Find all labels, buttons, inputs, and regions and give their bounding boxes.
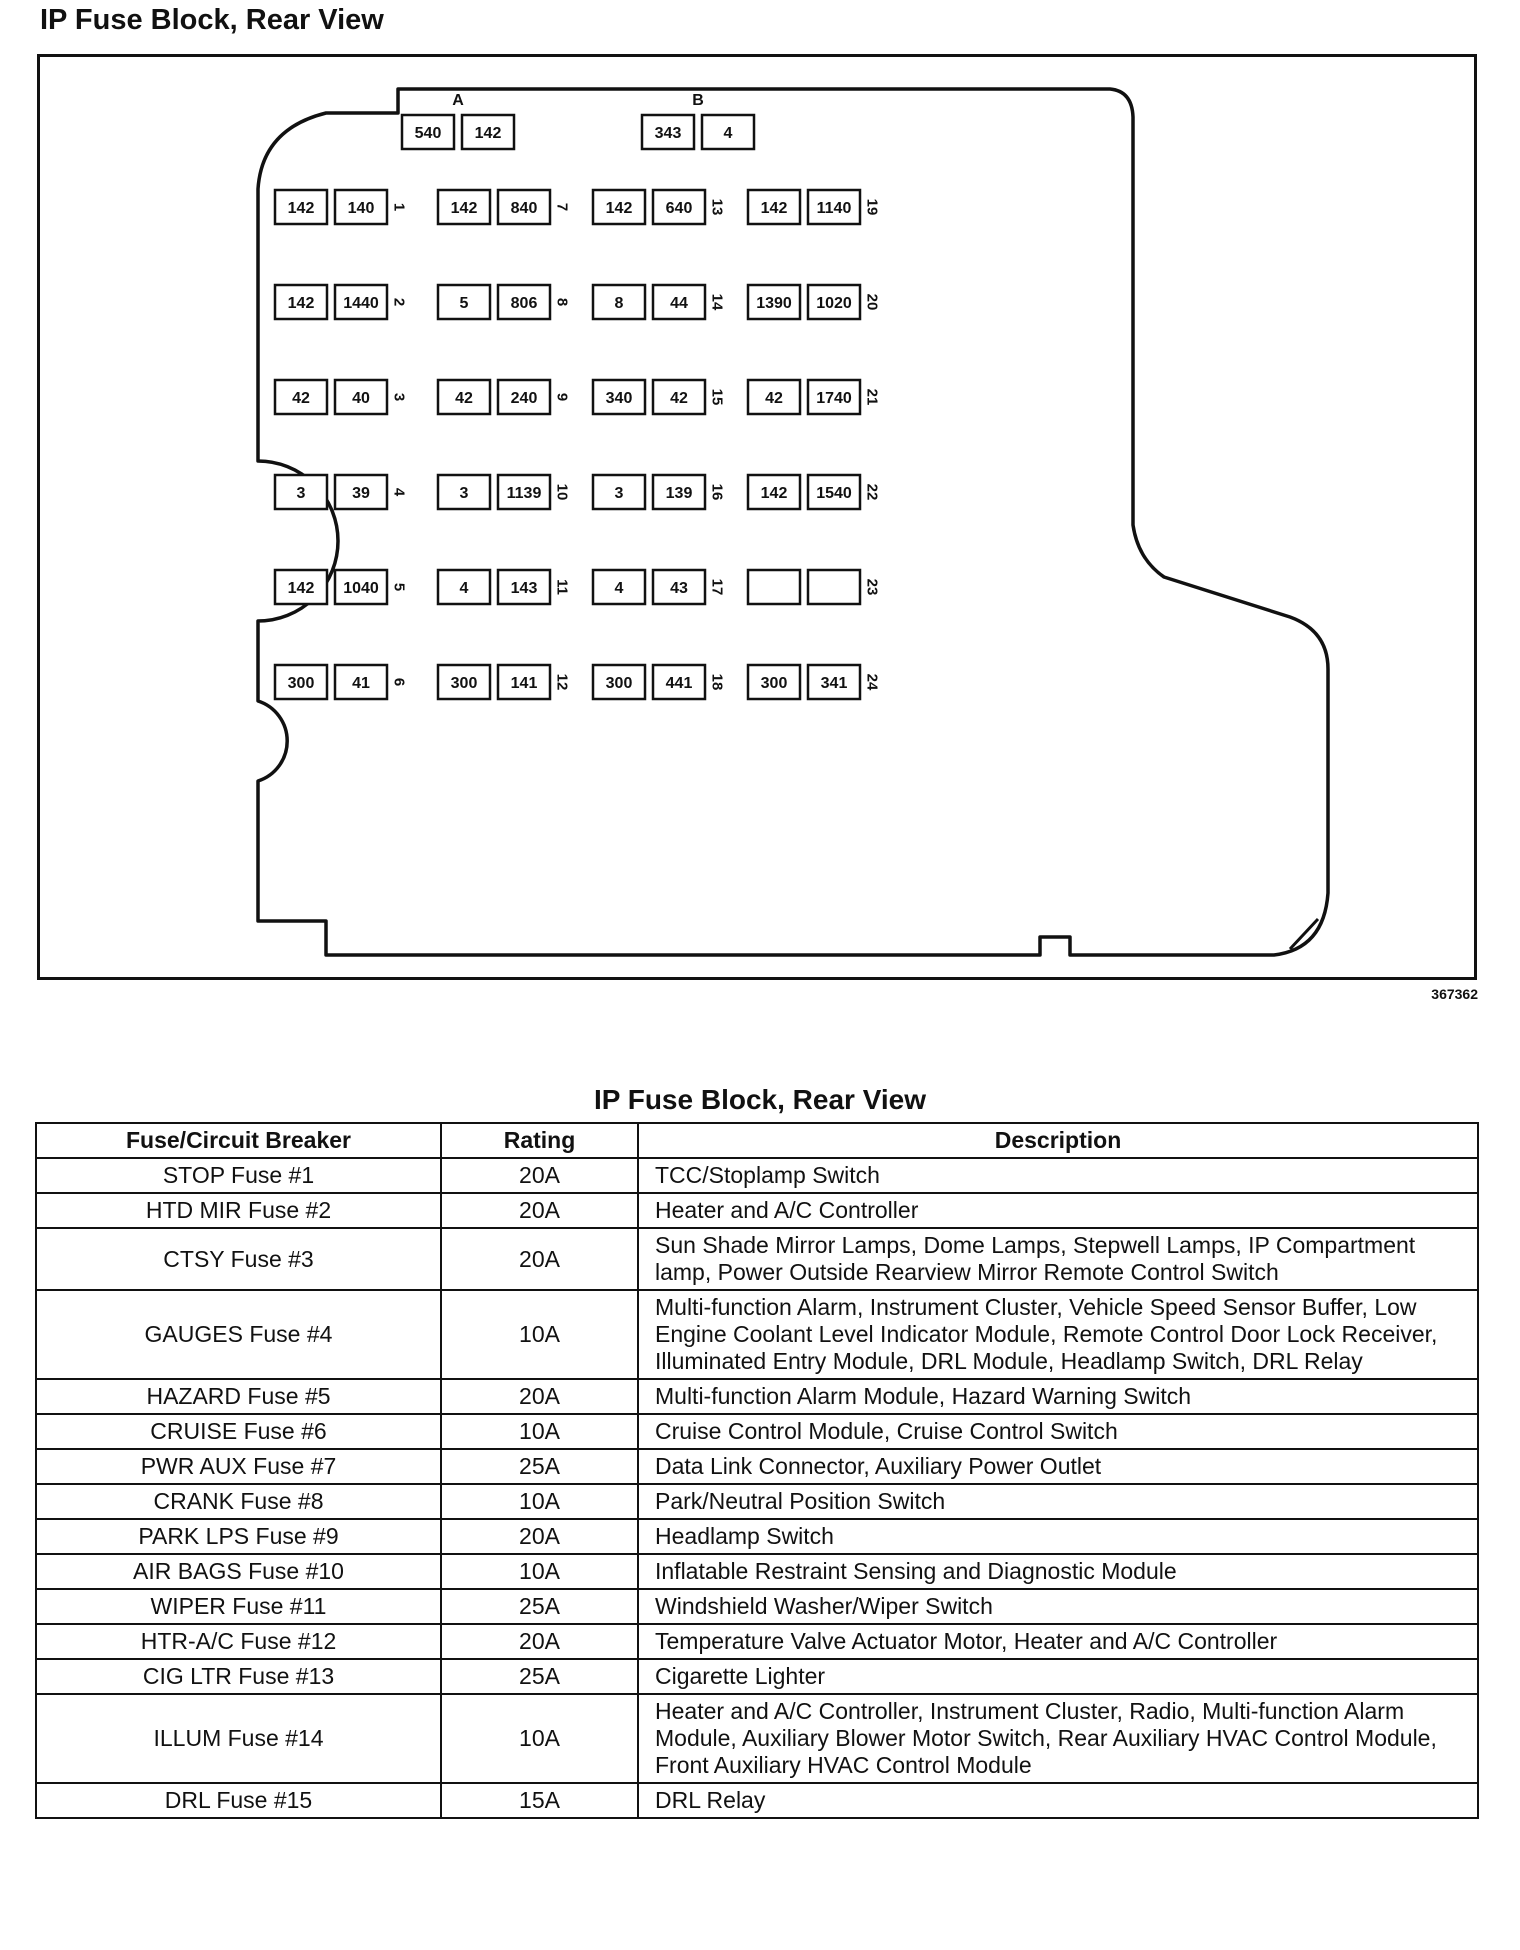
circuit-number: 142 bbox=[287, 200, 315, 217]
circuit-number: 300 bbox=[287, 675, 315, 692]
fuse-rating-cell: 20A bbox=[441, 1519, 638, 1554]
circuit-number: 42 bbox=[765, 390, 783, 407]
table-row bbox=[36, 1659, 1478, 1694]
circuit-number: 142 bbox=[760, 485, 788, 502]
circuit-number: 3 bbox=[614, 485, 624, 502]
circuit-number: 140 bbox=[347, 200, 375, 217]
circuit-number: 142 bbox=[474, 125, 502, 142]
fuse-cavity-16-left bbox=[593, 475, 645, 509]
fuse-cavity-7-left bbox=[438, 190, 490, 224]
fuse-description-cell: DRL Relay bbox=[638, 1783, 1478, 1818]
fuse-number-label: 6 bbox=[390, 677, 408, 687]
fuse-rating-cell: 20A bbox=[441, 1158, 638, 1193]
fuse-number-label: 4 bbox=[390, 487, 408, 497]
fuse-name-cell: HTD MIR Fuse #2 bbox=[36, 1193, 441, 1228]
fuse-number-label: 11 bbox=[553, 579, 571, 595]
fuse-cavity-3-right bbox=[335, 380, 387, 414]
relay-b-left bbox=[642, 115, 694, 149]
fuse-cavity-4-left bbox=[275, 475, 327, 509]
fuse-description-cell: Inflatable Restraint Sensing and Diagnostic Module bbox=[638, 1554, 1478, 1589]
circuit-number: 341 bbox=[820, 675, 848, 692]
circuit-number: 143 bbox=[510, 580, 538, 597]
table-title: IP Fuse Block, Rear View bbox=[593, 1084, 926, 1115]
fuse-cavity-10-right bbox=[498, 475, 550, 509]
circuit-number: 1390 bbox=[756, 295, 792, 312]
circuit-number: 44 bbox=[670, 295, 688, 312]
fuse-name-cell: PARK LPS Fuse #9 bbox=[36, 1519, 441, 1554]
fuse-cavity-5-left bbox=[275, 570, 327, 604]
fuse-cavity-10-left bbox=[438, 475, 490, 509]
fuse-cavity-15-right bbox=[653, 380, 705, 414]
table-row bbox=[36, 1783, 1478, 1818]
fuse-number-label: 2 bbox=[390, 297, 408, 307]
fuse-name-cell: CTSY Fuse #3 bbox=[36, 1228, 441, 1290]
fuse-description-cell: Cruise Control Module, Cruise Control Switch bbox=[638, 1414, 1478, 1449]
fuse-cavity-12-right bbox=[498, 665, 550, 699]
fuse-rating-cell: 10A bbox=[441, 1290, 638, 1379]
figure-number: 367362 bbox=[1431, 986, 1478, 1002]
fuse-cavity-17-left bbox=[593, 570, 645, 604]
circuit-number: 840 bbox=[510, 200, 538, 217]
fuse-number-label: 5 bbox=[390, 582, 408, 592]
fuse-description-cell: Sun Shade Mirror Lamps, Dome Lamps, Stepwell Lamps, IP Compartment lamp, Power Outside Rearview Mirror Remote Control Switch bbox=[638, 1228, 1478, 1290]
fuse-name-cell: CRUISE Fuse #6 bbox=[36, 1414, 441, 1449]
fuse-number-label: 19 bbox=[863, 198, 881, 216]
circuit-number: 540 bbox=[414, 125, 442, 142]
fuse-cavity-16-right bbox=[653, 475, 705, 509]
circuit-number: 139 bbox=[665, 485, 693, 502]
circuit-number: 43 bbox=[670, 580, 688, 597]
fuse-rating-cell: 10A bbox=[441, 1484, 638, 1519]
fuse-number-label: 1 bbox=[390, 202, 408, 212]
fuse-rating-cell: 20A bbox=[441, 1624, 638, 1659]
fuse-number-label: 23 bbox=[863, 578, 881, 596]
circuit-number: 141 bbox=[510, 675, 538, 692]
table-row bbox=[36, 1519, 1478, 1554]
circuit-number: 4 bbox=[723, 125, 733, 142]
fuse-cavity-14-right bbox=[653, 285, 705, 319]
fuse-cavity-22-right bbox=[808, 475, 860, 509]
fuse-cavity-21-left bbox=[748, 380, 800, 414]
fuse-name-cell: DRL Fuse #15 bbox=[36, 1783, 441, 1818]
table-row bbox=[36, 1290, 1478, 1379]
fuse-cavity-19-right bbox=[808, 190, 860, 224]
fuse-cavity-12-left bbox=[438, 665, 490, 699]
circuit-number: 3 bbox=[459, 485, 469, 502]
circuit-number: 640 bbox=[665, 200, 693, 217]
fuse-cavity-9-right bbox=[498, 380, 550, 414]
fuse-rating-cell: 15A bbox=[441, 1783, 638, 1818]
fuse-cavity-19-left bbox=[748, 190, 800, 224]
fuse-number-label: 21 bbox=[863, 388, 881, 406]
fuse-cavity-13-right bbox=[653, 190, 705, 224]
relay-b-label: B bbox=[692, 92, 704, 109]
circuit-number: 42 bbox=[670, 390, 688, 407]
circuit-number: 42 bbox=[455, 390, 473, 407]
circuit-number: 1540 bbox=[816, 485, 852, 502]
relay-a-left bbox=[402, 115, 454, 149]
page-title: IP Fuse Block, Rear View bbox=[40, 4, 384, 36]
relay-a-right bbox=[462, 115, 514, 149]
relay-a-label: A bbox=[452, 92, 464, 109]
fuse-cavity-5-right bbox=[335, 570, 387, 604]
fuse-rating-cell: 20A bbox=[441, 1379, 638, 1414]
fuse-cavity-4-right bbox=[335, 475, 387, 509]
fuse-cavity-1-left bbox=[275, 190, 327, 224]
circuit-number: 240 bbox=[510, 390, 538, 407]
fuse-block-diagram bbox=[37, 54, 1477, 980]
fuse-cavity-9-left bbox=[438, 380, 490, 414]
circuit-number: 1040 bbox=[343, 580, 379, 597]
fuse-name-cell: PWR AUX Fuse #7 bbox=[36, 1449, 441, 1484]
fuse-cavity-20-right bbox=[808, 285, 860, 319]
header-fuse: Fuse/Circuit Breaker bbox=[36, 1123, 441, 1158]
fuse-description-cell: TCC/Stoplamp Switch bbox=[638, 1158, 1478, 1193]
fuse-number-label: 24 bbox=[863, 673, 881, 691]
fuse-cavity-11-right bbox=[498, 570, 550, 604]
fuse-number-label: 22 bbox=[863, 483, 881, 501]
circuit-number: 1020 bbox=[816, 295, 852, 312]
fuse-cavity-20-left bbox=[748, 285, 800, 319]
table-row bbox=[36, 1193, 1478, 1228]
fuse-name-cell: STOP Fuse #1 bbox=[36, 1158, 441, 1193]
fuse-number-label: 18 bbox=[708, 673, 726, 691]
fuse-number-label: 8 bbox=[553, 297, 571, 307]
header-description: Description bbox=[638, 1123, 1478, 1158]
fuse-cavity-18-left bbox=[593, 665, 645, 699]
fuse-name-cell: GAUGES Fuse #4 bbox=[36, 1290, 441, 1379]
fuse-description-cell: Data Link Connector, Auxiliary Power Outlet bbox=[638, 1449, 1478, 1484]
fuse-number-label: 15 bbox=[708, 388, 726, 406]
fuse-cavity-23-right bbox=[808, 570, 860, 604]
fuse-description-cell: Heater and A/C Controller, Instrument Cluster, Radio, Multi-function Alarm Module, Auxiliary Blower Motor Switch, Rear Auxiliary HVAC Control Module, Front Auxiliary HVAC Control Module bbox=[638, 1694, 1478, 1783]
circuit-number: 300 bbox=[450, 675, 478, 692]
table-row bbox=[36, 1554, 1478, 1589]
fuse-number-label: 17 bbox=[708, 578, 726, 596]
circuit-number: 300 bbox=[605, 675, 633, 692]
table-row bbox=[36, 1414, 1478, 1449]
fuse-cavity-8-left bbox=[438, 285, 490, 319]
circuit-number: 42 bbox=[292, 390, 310, 407]
fuse-name-cell: HAZARD Fuse #5 bbox=[36, 1379, 441, 1414]
fuse-rating-cell: 25A bbox=[441, 1449, 638, 1484]
relay-b-right bbox=[702, 115, 754, 149]
fuse-description-cell: Park/Neutral Position Switch bbox=[638, 1484, 1478, 1519]
circuit-number: 142 bbox=[760, 200, 788, 217]
table-row bbox=[36, 1449, 1478, 1484]
table-row bbox=[36, 1589, 1478, 1624]
fuse-name-cell: ILLUM Fuse #14 bbox=[36, 1694, 441, 1783]
fuse-description-cell: Multi-function Alarm Module, Hazard Warning Switch bbox=[638, 1379, 1478, 1414]
fuse-number-label: 10 bbox=[553, 483, 571, 501]
fuse-description-cell: Multi-function Alarm, Instrument Cluster, Vehicle Speed Sensor Buffer, Low Engine Coolant Level Indicator Module, Remote Control Door Lock Receiver, Illuminated Entry Module, DRL Module, Headlamp Switch, DRL Relay bbox=[638, 1290, 1478, 1379]
fuse-number-label: 7 bbox=[553, 202, 571, 212]
fuse-cavity-11-left bbox=[438, 570, 490, 604]
fuse-name-cell: HTR-A/C Fuse #12 bbox=[36, 1624, 441, 1659]
header-rating: Rating bbox=[441, 1123, 638, 1158]
fuse-rating-cell: 10A bbox=[441, 1414, 638, 1449]
circuit-number: 1139 bbox=[506, 485, 542, 502]
fuse-description-cell: Windshield Washer/Wiper Switch bbox=[638, 1589, 1478, 1624]
fuse-number-label: 20 bbox=[863, 293, 881, 311]
fuse-cavity-13-left bbox=[593, 190, 645, 224]
fuse-rating-cell: 10A bbox=[441, 1694, 638, 1783]
circuit-number: 142 bbox=[287, 580, 315, 597]
fuse-rating-cell: 25A bbox=[441, 1589, 638, 1624]
circuit-number: 4 bbox=[459, 580, 469, 597]
fuse-number-label: 12 bbox=[553, 673, 571, 691]
circuit-number: 1440 bbox=[343, 295, 379, 312]
circuit-number: 142 bbox=[605, 200, 633, 217]
fuse-cavity-17-right bbox=[653, 570, 705, 604]
table-row bbox=[36, 1484, 1478, 1519]
circuit-number: 5 bbox=[459, 295, 469, 312]
fuse-block-drawing bbox=[40, 57, 1474, 977]
fuse-description-cell: Temperature Valve Actuator Motor, Heater and A/C Controller bbox=[638, 1624, 1478, 1659]
fuse-number-label: 3 bbox=[390, 392, 408, 402]
table-row bbox=[36, 1379, 1478, 1414]
fuse-cavity-7-right bbox=[498, 190, 550, 224]
circuit-number: 39 bbox=[352, 485, 370, 502]
circuit-number: 340 bbox=[605, 390, 633, 407]
fuse-table bbox=[35, 1122, 1479, 1819]
circuit-number: 142 bbox=[287, 295, 315, 312]
circuit-number: 300 bbox=[760, 675, 788, 692]
fuse-cavity-3-left bbox=[275, 380, 327, 414]
circuit-number: 40 bbox=[352, 390, 370, 407]
fuse-cavity-1-right bbox=[335, 190, 387, 224]
fuse-number-label: 9 bbox=[553, 392, 571, 402]
fuse-cavity-15-left bbox=[593, 380, 645, 414]
fuse-cavity-24-left bbox=[748, 665, 800, 699]
fuse-description-cell: Headlamp Switch bbox=[638, 1519, 1478, 1554]
fuse-cavity-14-left bbox=[593, 285, 645, 319]
cell-box bbox=[808, 570, 860, 604]
fuse-cavity-6-right bbox=[335, 665, 387, 699]
fuse-cavity-23-left bbox=[748, 570, 800, 604]
fuse-cavity-22-left bbox=[748, 475, 800, 509]
circuit-number: 3 bbox=[296, 485, 306, 502]
fuse-name-cell: WIPER Fuse #11 bbox=[36, 1589, 441, 1624]
fuse-cavity-8-right bbox=[498, 285, 550, 319]
fuse-number-label: 16 bbox=[708, 483, 726, 501]
circuit-number: 4 bbox=[614, 580, 624, 597]
fuse-cavity-24-right bbox=[808, 665, 860, 699]
circuit-number: 1140 bbox=[816, 200, 852, 217]
fuse-rating-cell: 20A bbox=[441, 1228, 638, 1290]
table-row bbox=[36, 1158, 1478, 1193]
circuit-number: 8 bbox=[614, 295, 624, 312]
fuse-rating-cell: 25A bbox=[441, 1659, 638, 1694]
fuse-rating-cell: 20A bbox=[441, 1193, 638, 1228]
circuit-number: 1740 bbox=[816, 390, 852, 407]
circuit-number: 441 bbox=[665, 675, 693, 692]
fuse-cavity-2-right bbox=[335, 285, 387, 319]
fuse-name-cell: AIR BAGS Fuse #10 bbox=[36, 1554, 441, 1589]
table-row bbox=[36, 1694, 1478, 1783]
fuse-name-cell: CIG LTR Fuse #13 bbox=[36, 1659, 441, 1694]
fuse-name-cell: CRANK Fuse #8 bbox=[36, 1484, 441, 1519]
fuse-number-label: 14 bbox=[708, 293, 726, 311]
fuse-number-label: 13 bbox=[708, 198, 726, 216]
fuse-description-cell: Heater and A/C Controller bbox=[638, 1193, 1478, 1228]
fuse-description-cell: Cigarette Lighter bbox=[638, 1659, 1478, 1694]
circuit-number: 343 bbox=[654, 125, 682, 142]
circuit-number: 806 bbox=[510, 295, 538, 312]
cell-box bbox=[748, 570, 800, 604]
table-header-row bbox=[36, 1123, 1478, 1158]
table-row bbox=[36, 1624, 1478, 1659]
fuse-cavity-6-left bbox=[275, 665, 327, 699]
fuse-rating-cell: 10A bbox=[441, 1554, 638, 1589]
circuit-number: 142 bbox=[450, 200, 478, 217]
circuit-number: 41 bbox=[352, 675, 370, 692]
table-row bbox=[36, 1228, 1478, 1290]
fuse-cavity-2-left bbox=[275, 285, 327, 319]
fuse-cavity-18-right bbox=[653, 665, 705, 699]
fuse-cavity-21-right bbox=[808, 380, 860, 414]
